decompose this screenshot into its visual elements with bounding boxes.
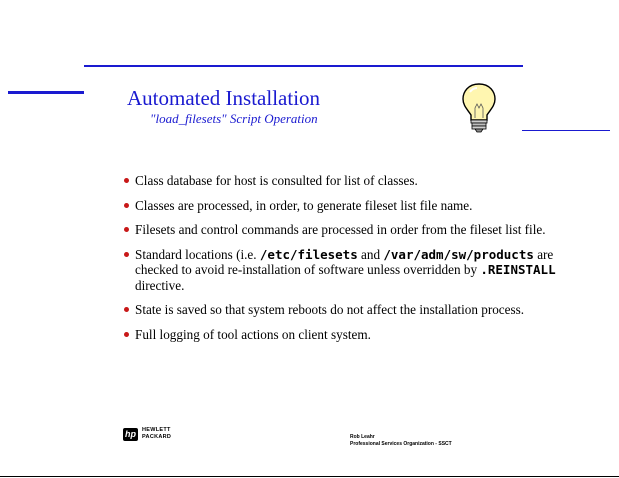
- bullet-text-segment: are checked to avoid re-installation of software unless overridden by: [135, 246, 554, 277]
- footer-credit: [350, 434, 452, 447]
- bullet-text-segment: directive.: [135, 277, 185, 293]
- bullet-item: [124, 302, 589, 318]
- bullet-text-segment: /etc/filesets: [259, 246, 358, 262]
- footer-credit-name: Rob Leahr: [350, 434, 375, 440]
- bullet-dot-icon: [124, 227, 129, 232]
- bullet-text-segment: Standard locations (i.e.: [135, 246, 260, 262]
- left-accent-rule: [8, 91, 84, 94]
- bullet-dot-icon: [124, 332, 129, 337]
- bullet-dot-icon: [124, 203, 129, 208]
- footer-credit-org: Professional Services Organization - SSCT: [350, 440, 452, 447]
- bullet-dot-icon: [124, 178, 129, 183]
- hp-logo-mark: hp: [125, 429, 136, 439]
- bullet-item: [124, 198, 589, 214]
- bullet-item: [124, 247, 589, 294]
- hp-logo-line2: PACKARD: [142, 434, 172, 440]
- bullet-text-segment: State is saved so that system reboots do not affect the installation process.: [135, 302, 525, 317]
- bullet-dot-icon: [124, 307, 129, 312]
- bullet-text-segment: Filesets and control commands are processed in order from the fileset list file.: [135, 222, 546, 237]
- right-accent-rule: [522, 130, 610, 131]
- bullet-text-segment: .REINSTALL: [480, 262, 556, 277]
- bullet-text-segment: Class database for host is consulted for list of classes.: [135, 173, 418, 188]
- slide-title: Automated Installation: [127, 86, 321, 110]
- bullet-text-segment: Classes are processed, in order, to generate fileset list file name.: [135, 197, 473, 213]
- bullet-item: [124, 327, 589, 343]
- hp-logo-line1: HEWLETT: [142, 427, 171, 433]
- lightbulb-icon: [460, 82, 498, 134]
- bottom-border: [0, 476, 619, 477]
- hp-logo-text: [142, 427, 171, 441]
- bullet-text-segment: /var/adm/sw/products: [383, 246, 534, 262]
- bullet-text-segment: and: [357, 246, 384, 262]
- top-rule: [84, 65, 523, 67]
- slide-subtitle: "load_filesets" Script Operation: [150, 111, 318, 126]
- bullet-item: [124, 173, 589, 189]
- bullet-text-segment: Full logging of tool actions on client system.: [135, 326, 371, 342]
- bullet-dot-icon: [124, 252, 129, 257]
- bullet-item: [124, 222, 589, 238]
- bullet-list: [124, 173, 589, 351]
